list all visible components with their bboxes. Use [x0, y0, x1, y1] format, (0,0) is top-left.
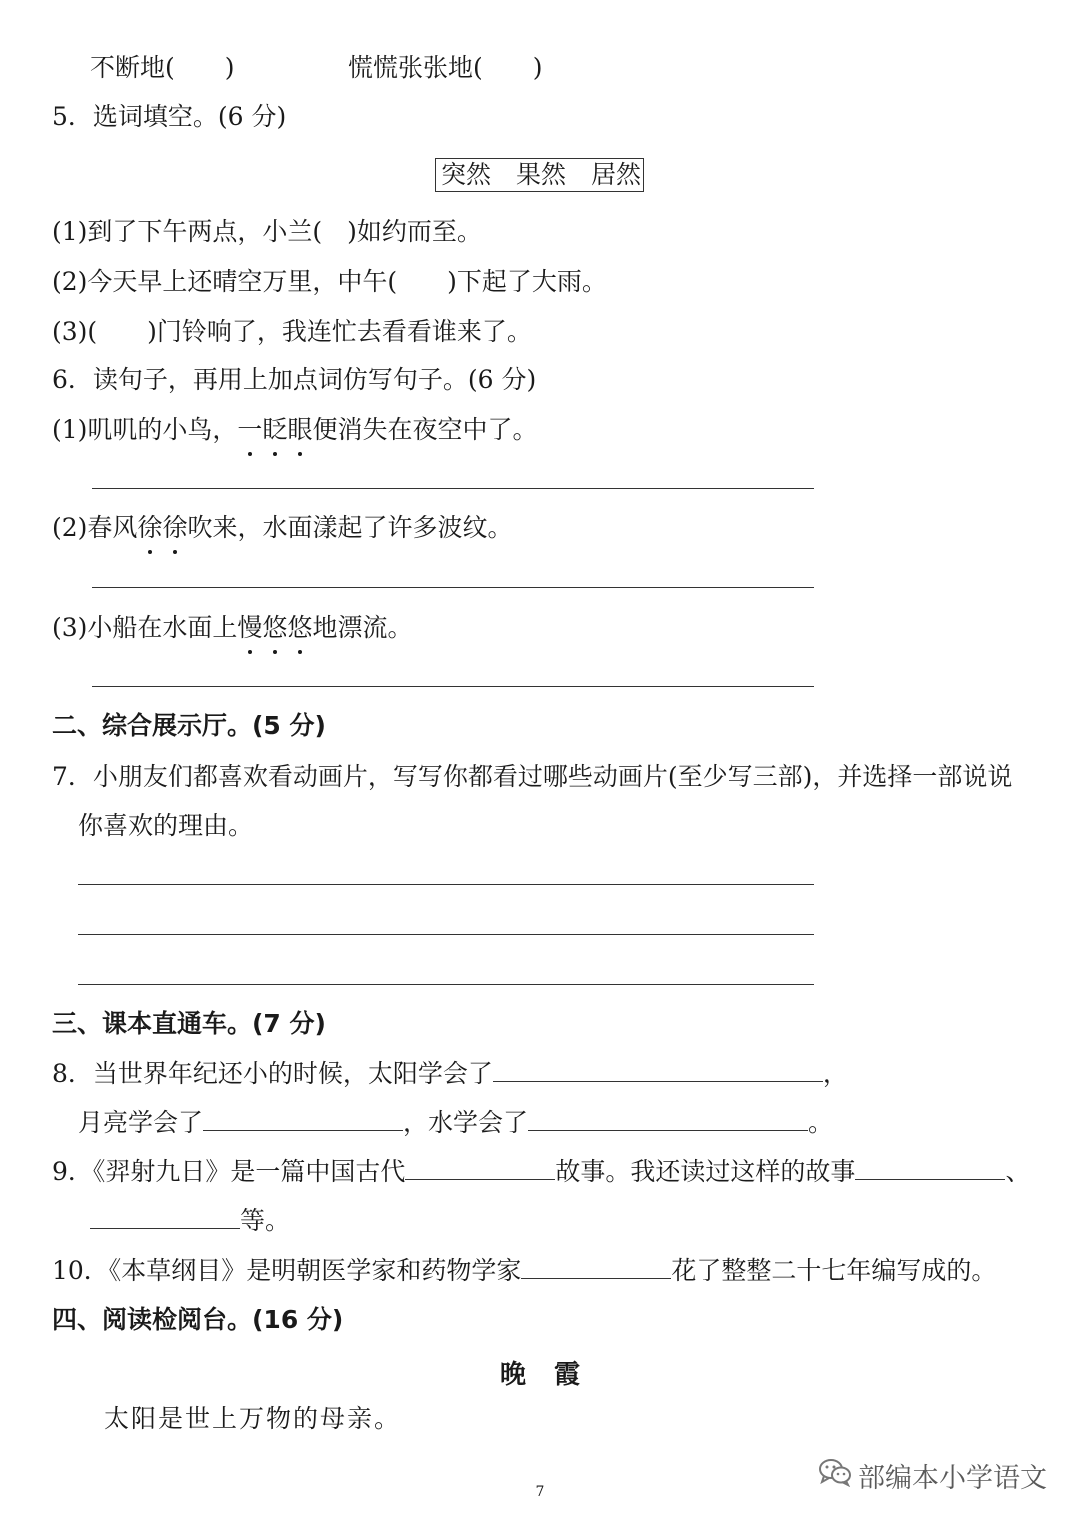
q9-line-1	[52, 1156, 1030, 1188]
q9-text-a: 9．《羿射九日》是一篇中国古代	[52, 1157, 406, 1186]
q4-left: 不断地( )	[90, 53, 235, 82]
fill-blank[interactable]	[528, 1108, 808, 1131]
dotted-char: 眼	[287, 415, 313, 444]
watermark-text: 部编本小学语文	[858, 1462, 1047, 1494]
section-2-title: 二、综合展示厅。(5 分)	[52, 711, 326, 740]
dotted-char: 眨	[262, 415, 288, 444]
q9-text-b: 故事。我还读过这样的故事	[555, 1157, 856, 1186]
q8-text-c: ，水学会了	[403, 1108, 529, 1137]
wechat-icon	[818, 1457, 858, 1494]
q6-s3-post: 地漂流。	[312, 613, 413, 642]
fill-blank[interactable]	[855, 1157, 1005, 1180]
fill-blank[interactable]	[405, 1157, 555, 1180]
fill-blank[interactable]	[493, 1059, 823, 1082]
section-3-title: 三、课本直通车。(7 分)	[52, 1009, 326, 1038]
dotted-char: 徐	[162, 513, 188, 542]
q9-line-2	[90, 1205, 290, 1237]
q7-line-1: 7．小朋友们都喜欢看动画片，写写你都看过哪些动画片(至少写三部)，并选择一部说说	[52, 762, 1013, 791]
q6-s2-post: 吹来，水面漾起了许多波纹。	[187, 513, 513, 542]
q8-line-2	[78, 1107, 833, 1139]
q5-title: 5．选词填空。(6 分)	[52, 102, 287, 131]
answer-line[interactable]	[78, 934, 814, 935]
answer-line[interactable]	[92, 686, 814, 687]
watermark	[818, 1458, 1047, 1492]
fill-blank[interactable]	[90, 1206, 240, 1229]
q9-text-d: 等。	[240, 1206, 291, 1235]
q6-s3-pre: (3)小船在水面上	[52, 613, 238, 642]
q7-line-2: 你喜欢的理由。	[78, 811, 254, 840]
q8-text-d: 。	[808, 1108, 834, 1137]
reading-first-line: 太阳是世上万物的母亲。	[104, 1404, 402, 1433]
dotted-char: 悠	[262, 613, 288, 642]
q5-word-box: 突然 果然 居然	[435, 158, 644, 192]
answer-line[interactable]	[92, 488, 814, 489]
q9-text-c: 、	[1005, 1157, 1031, 1186]
q6-sentence-1	[52, 414, 537, 446]
q8-text-a: 8．当世界年纪还小的时候，太阳学会了	[52, 1059, 493, 1088]
q10-text-b: 花了整整二十七年编写成的。	[671, 1256, 997, 1285]
answer-line[interactable]	[78, 884, 814, 885]
dotted-char: 徐	[137, 513, 163, 542]
q4-right: 慌慌张张地( )	[348, 53, 543, 82]
q5-item-2: (2)今天早上还晴空万里，中午( )下起了大雨。	[52, 267, 607, 296]
fill-blank[interactable]	[203, 1108, 403, 1131]
q8-line-1	[52, 1058, 848, 1090]
q5-item-1: (1)到了下午两点，小兰( )如约而至。	[52, 217, 482, 246]
q6-s1-post: 便消失在夜空中了。	[312, 415, 538, 444]
section-4-title: 四、阅读检阅台。(16 分)	[52, 1305, 344, 1334]
q8-text-a-end: ，	[822, 1059, 848, 1088]
q10-line	[52, 1255, 996, 1287]
fill-blank[interactable]	[521, 1256, 671, 1279]
q6-s2-pre: (2)春风	[52, 513, 138, 542]
answer-line[interactable]	[92, 587, 814, 588]
q6-sentence-2	[52, 512, 512, 544]
answer-line[interactable]	[78, 984, 814, 985]
q5-item-3: (3)( )门铃响了，我连忙去看看谁来了。	[52, 317, 532, 346]
q10-text-a: 10．《本草纲目》是明朝医学家和药物学家	[52, 1256, 522, 1285]
q6-s1-pre: (1)叽叽的小鸟，	[52, 415, 238, 444]
dotted-char: 悠	[287, 613, 313, 642]
page-number: 7	[535, 1484, 545, 1500]
q6-sentence-3	[52, 612, 412, 644]
dotted-char: 慢	[237, 613, 263, 642]
dotted-char: 一	[237, 415, 263, 444]
q6-title: 6．读句子，再用上加点词仿写句子。(6 分)	[52, 365, 537, 394]
q8-text-b: 月亮学会了	[78, 1108, 204, 1137]
reading-title: 晚霞	[499, 1360, 608, 1390]
